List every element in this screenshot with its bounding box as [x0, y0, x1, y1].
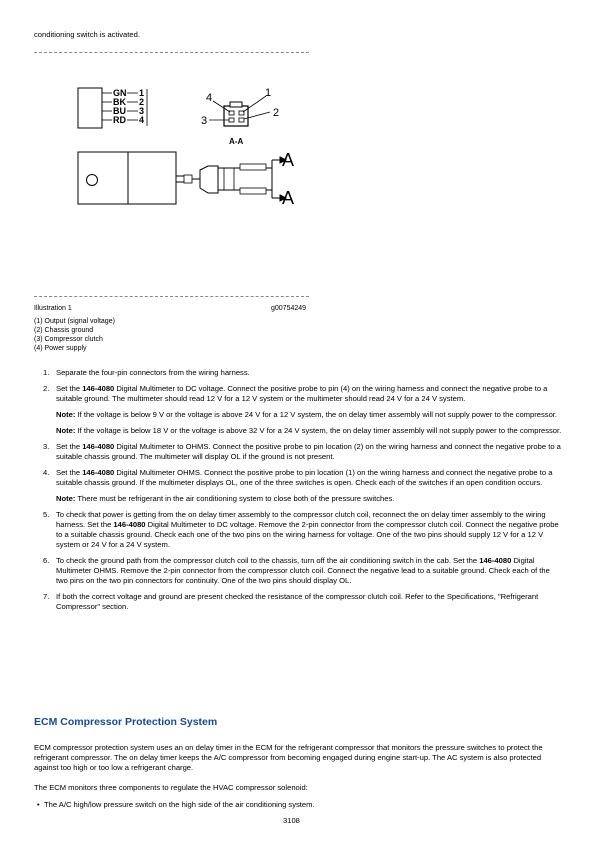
connector-illustration [34, 80, 314, 210]
wire-label-bk: BK [113, 97, 126, 107]
step-1: 1. Separate the four-pin connectors from the wiring harness. [43, 368, 250, 377]
wire-label-rd: RD [113, 115, 126, 125]
procedure-steps [34, 368, 562, 618]
note-12v: Note: If the voltage is below 9 V or the voltage is above 24 V for a 12 V system, the on delay timer assembly will not supply power to the compressor. [56, 410, 558, 419]
harness-block [78, 88, 102, 128]
wire-pin-1: 1 [139, 88, 145, 98]
wire-pin-4: 4 [139, 115, 145, 125]
part-number: 146-4080 [82, 442, 115, 451]
part-number: 146-4080 [82, 384, 115, 393]
figure-bottom-rule [34, 296, 309, 297]
bullet-dot: • [37, 800, 40, 809]
step-3: 3. Set the 146-4080 Digital Multimeter to OHMS. Connect the positive probe to pin location (2) on the wiring harness and connect the negative probe to a suitable chassis ground. The multimeter will display OL if the ground is not present. [43, 442, 561, 461]
wire-pin-2: 2 [139, 97, 145, 107]
wire-pin-3: 3 [139, 106, 145, 116]
intro-text: conditioning switch is activated. [34, 30, 140, 39]
section-label: A-A [229, 137, 244, 146]
step-5: 5. To check that power is getting from the on delay timer assembly to the compressor clutch coil, reconnect the on delay timer assembly to the wiring harness. Set the 146-4080 Digital Multimeter to DC voltage. Remove the 2-pin connector from the compressor clutch coil. Connect the negative probe to a suitable chassis ground. Check each one of the two pins on the wiring harness for voltage. One of the two pins should supply 12 V for a 12 V system or 24 V for a 24 V system. [43, 510, 559, 549]
callout-1: 1 [265, 87, 272, 99]
note-24v: Note: If the voltage is below 18 V or the voltage is above 32 V for a 24 V system, the on delay timer assembly will not supply power to the compressor. [56, 426, 562, 435]
legend-item: (3) Compressor clutch [34, 336, 103, 343]
part-number: 146-4080 [113, 520, 146, 529]
step-7: 7. If both the correct voltage and ground are present checked the resistance of the compressor clutch coil. Refer to the Specifications, "Refrigerant Compressor" section. [43, 592, 539, 611]
section-mark-bottom: A [282, 188, 295, 208]
part-number: 146-4080 [479, 556, 512, 565]
legend-item: (4) Power supply [34, 345, 87, 352]
callout-2: 2 [273, 107, 280, 119]
wire-label-bu: BU [113, 106, 126, 116]
callout-4: 4 [206, 92, 213, 104]
section-heading: ECM Compressor Protection System [34, 716, 218, 728]
list-item: • The A/C high/low pressure switch on the high side of the air conditioning system. [37, 800, 315, 809]
paragraph-components: The ECM monitors three components to regulate the HVAC compressor solenoid: [34, 783, 308, 792]
legend-item: (1) Output (signal voltage) [34, 318, 115, 325]
page-number: 3108 [283, 816, 300, 825]
section-mark-top: A [282, 150, 295, 170]
wire-label-gn: GN [113, 88, 127, 98]
figure-top-rule [34, 52, 309, 53]
step-2: 2. Set the 146-4080 Digital Multimeter to DC voltage. Connect the positive probe to pin (4) on the wiring harness and connect the negative probe to a suitable ground. The multimeter should read 12 V for a 12 V system or the multimeter should read 24 V for a 24 V system. [43, 384, 548, 403]
part-number: 146-4080 [82, 468, 115, 477]
step-6: 6. To check the ground path from the compressor clutch coil to the chassis, turn off the air conditioning switch in the cab. Set the 146-4080 Digital Multimeter OHMS. Remove the 2-pin connector from the compressor clutch coil. Connect the negative lead to a suitable ground. Check each of the two pins on the two pin connectors for continuity. One of the two pins should display OL. [43, 556, 550, 585]
plug-connector [200, 164, 272, 194]
step-4: 4. Set the 146-4080 Digital Multimeter OHMS. Connect the positive probe to pin location (1) on the wiring harness and connect the negative probe to a suitable chassis ground. If the multimeter displays OL, one of the three switches is open. Check each of the switches if an open condition occurs. [43, 468, 553, 487]
graphic-id: g00754249 [271, 305, 307, 312]
note-refrigerant: Note: There must be refrigerant in the air conditioning system to close both of the pressure switches. [56, 494, 395, 503]
legend-item: (2) Chassis ground [34, 327, 94, 334]
paragraph-overview: ECM compressor protection system uses an on delay timer in the ECM for the refrigerant compressor that monitors the pressure switches to protect the refrigerant compressor. The on delay timer keeps the A/C compressor from becoming engaged during engine start-up. The AC system is also protected against too high or too low a refrigerant charge. [34, 743, 543, 772]
connector-face [209, 96, 270, 126]
illustration-caption: Illustration 1 [34, 305, 72, 312]
timer-housing [78, 152, 200, 204]
callout-legend [34, 317, 115, 353]
callout-3: 3 [201, 115, 208, 127]
